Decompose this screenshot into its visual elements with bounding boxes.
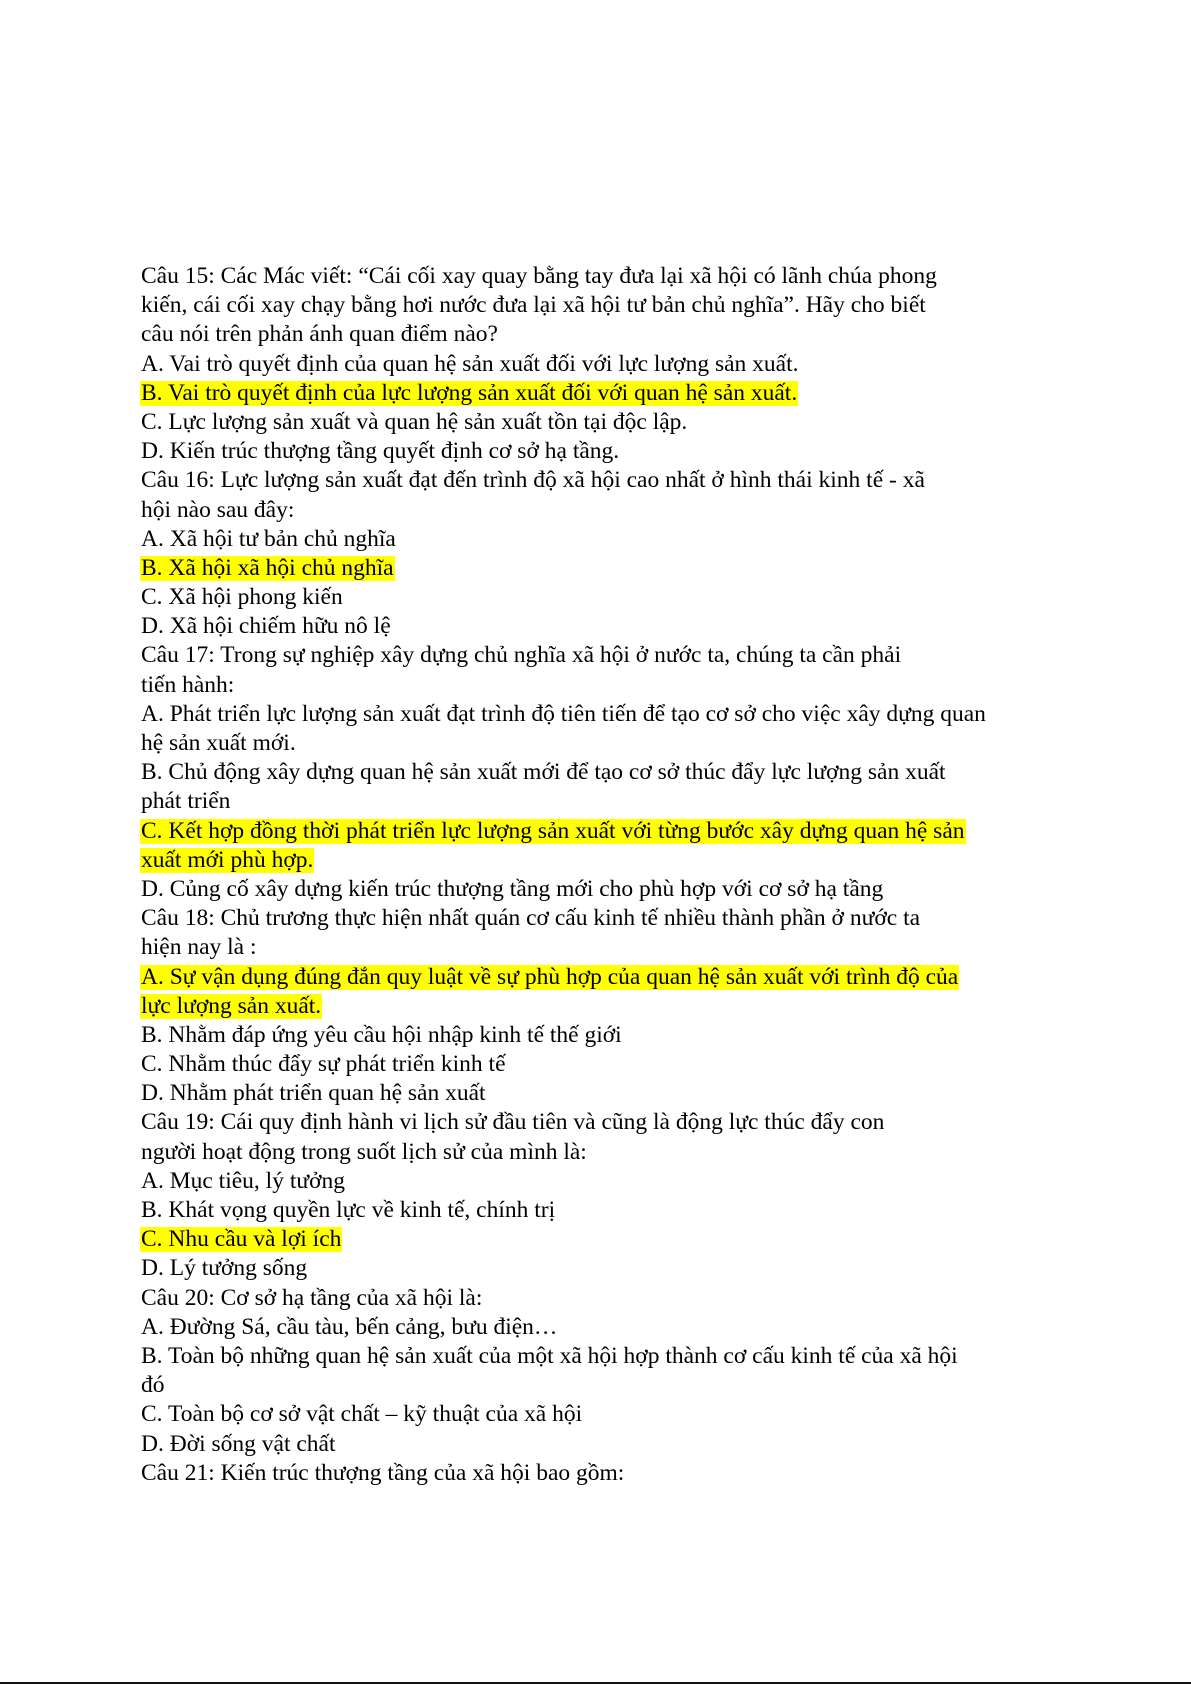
text-line	[140, 1138, 1070, 1167]
line-text: đó	[141, 1372, 165, 1399]
line-text: Câu 17: Trong sự nghiệp xây dựng chủ nghĩa xã hội ở nước ta, chúng ta cần phải	[141, 642, 902, 669]
text-line	[140, 1371, 1070, 1400]
line-text: A. Vai trò quyết định của quan hệ sản xuất đối với lực lượng sản xuất.	[141, 350, 799, 377]
line-text: D. Lý tưởng sống	[141, 1255, 308, 1282]
line-text: A. Phát triển lực lượng sản xuất đạt trình độ tiên tiến để tạo cơ sở cho việc xây dựng quan	[141, 700, 986, 727]
text-line	[140, 671, 1070, 700]
line-text: hội nào sau đây:	[141, 496, 295, 523]
line-text: D. Nhằm phát triển quan hệ sản xuất	[141, 1080, 486, 1107]
page-bottom-rule	[0, 1682, 1191, 1684]
text-line	[140, 729, 1070, 758]
text-line	[140, 787, 1070, 816]
text-line	[140, 583, 1070, 612]
document-body	[140, 262, 1070, 1488]
line-text: B. Nhằm đáp ứng yêu cầu hội nhập kinh tế thế giới	[141, 1021, 622, 1048]
highlighted-answer-line	[140, 1225, 1070, 1254]
text-line	[140, 1167, 1070, 1196]
line-text: A. Xã hội tư bản chủ nghĩa	[141, 525, 396, 552]
text-line	[140, 466, 1070, 495]
text-line	[140, 1196, 1070, 1225]
line-text: B. Vai trò quyết định của lực lượng sản xuất đối với quan hệ sản xuất.	[141, 379, 798, 406]
line-text: C. Nhằm thúc đẩy sự phát triển kinh tế	[141, 1051, 506, 1078]
line-text: Câu 15: Các Mác viết: “Cái cối xay quay bằng tay đưa lại xã hội có lãnh chúa phong	[141, 263, 937, 289]
text-line	[140, 700, 1070, 729]
highlighted-answer-line	[140, 379, 1070, 408]
text-line	[140, 875, 1070, 904]
line-text: C. Xã hội phong kiến	[141, 584, 343, 611]
text-line	[140, 641, 1070, 670]
line-text: D. Đời sống vật chất	[141, 1430, 336, 1457]
text-line	[140, 1050, 1070, 1079]
highlighted-answer-line	[140, 846, 1070, 875]
text-line	[140, 933, 1070, 962]
text-line	[140, 1430, 1070, 1459]
text-line	[140, 350, 1070, 379]
line-text: kiến, cái cối xay chạy bằng hơi nước đưa lại xã hội tư bản chủ nghĩa”. Hãy cho biết	[141, 292, 926, 319]
line-text: câu nói trên phản ánh quan điểm nào?	[141, 321, 498, 348]
line-text: Câu 19: Cái quy định hành vi lịch sử đầu tiên và cũng là động lực thúc đẩy con	[141, 1109, 885, 1136]
line-text: hiện nay là :	[141, 934, 257, 961]
text-line	[140, 1284, 1070, 1313]
text-line	[140, 1459, 1070, 1488]
text-line	[140, 758, 1070, 787]
line-text: D. Củng cố xây dựng kiến trúc thượng tầng mới cho phù hợp với cơ sở hạ tầng	[141, 875, 884, 902]
line-text: lực lượng sản xuất.	[141, 992, 322, 1019]
text-line	[140, 1254, 1070, 1283]
line-text: tiến hành:	[141, 671, 235, 698]
line-text: A. Mục tiêu, lý tưởng	[141, 1167, 346, 1194]
text-line	[140, 1313, 1070, 1342]
highlighted-answer-line	[140, 554, 1070, 583]
line-text: C. Lực lượng sản xuất và quan hệ sản xuất tồn tại độc lập.	[141, 408, 688, 435]
line-text: C. Toàn bộ cơ sở vật chất – kỹ thuật của xã hội	[141, 1401, 583, 1428]
text-line	[140, 496, 1070, 525]
text-line	[140, 437, 1070, 466]
line-text: B. Toàn bộ những quan hệ sản xuất của một xã hội hợp thành cơ cấu kinh tế của xã hội	[141, 1342, 958, 1369]
line-text: D. Kiến trúc thượng tầng quyết định cơ sở hạ tầng.	[141, 438, 620, 465]
highlighted-answer-line	[140, 817, 1070, 846]
line-text: C. Kết hợp đồng thời phát triển lực lượng sản xuất với từng bước xây dựng quan hệ sản	[141, 817, 965, 844]
line-text: C. Nhu cầu và lợi ích	[141, 1226, 342, 1253]
line-text: D. Xã hội chiếm hữu nô lệ	[141, 613, 391, 640]
line-text: Câu 21: Kiến trúc thượng tầng của xã hội bao gồm:	[141, 1459, 625, 1486]
line-text: người hoạt động trong suốt lịch sử của mình là:	[141, 1138, 587, 1165]
text-line	[140, 1108, 1070, 1137]
text-line	[140, 904, 1070, 933]
text-line	[140, 262, 1070, 291]
highlighted-answer-line	[140, 963, 1070, 992]
line-text: phát triển	[141, 788, 231, 815]
text-line	[140, 291, 1070, 320]
line-text: xuất mới phù hợp.	[141, 846, 314, 873]
text-line	[140, 525, 1070, 554]
text-line	[140, 1021, 1070, 1050]
line-text: B. Xã hội xã hội chủ nghĩa	[141, 554, 394, 581]
text-line	[140, 408, 1070, 437]
line-text: A. Sự vận dụng đúng đắn quy luật về sự phù hợp của quan hệ sản xuất với trình độ của	[141, 963, 959, 990]
line-text: Câu 16: Lực lượng sản xuất đạt đến trình độ xã hội cao nhất ở hình thái kinh tế - xã	[141, 467, 925, 494]
text-line	[140, 320, 1070, 349]
text-line	[140, 612, 1070, 641]
line-text: A. Đường Sá, cầu tàu, bến cảng, bưu điện…	[141, 1313, 558, 1340]
text-line	[140, 1079, 1070, 1108]
line-text: B. Chủ động xây dựng quan hệ sản xuất mới để tạo cơ sở thúc đẩy lực lượng sản xuất	[141, 759, 946, 786]
line-text: Câu 18: Chủ trương thực hiện nhất quán cơ cấu kinh tế nhiều thành phần ở nước ta	[141, 905, 921, 932]
line-text: B. Khát vọng quyền lực về kinh tế, chính trị	[141, 1197, 556, 1223]
highlighted-answer-line	[140, 992, 1070, 1021]
text-line	[140, 1342, 1070, 1371]
line-text: Câu 20: Cơ sở hạ tầng của xã hội là:	[141, 1284, 483, 1311]
line-text: hệ sản xuất mới.	[141, 730, 296, 756]
text-line	[140, 1400, 1070, 1429]
